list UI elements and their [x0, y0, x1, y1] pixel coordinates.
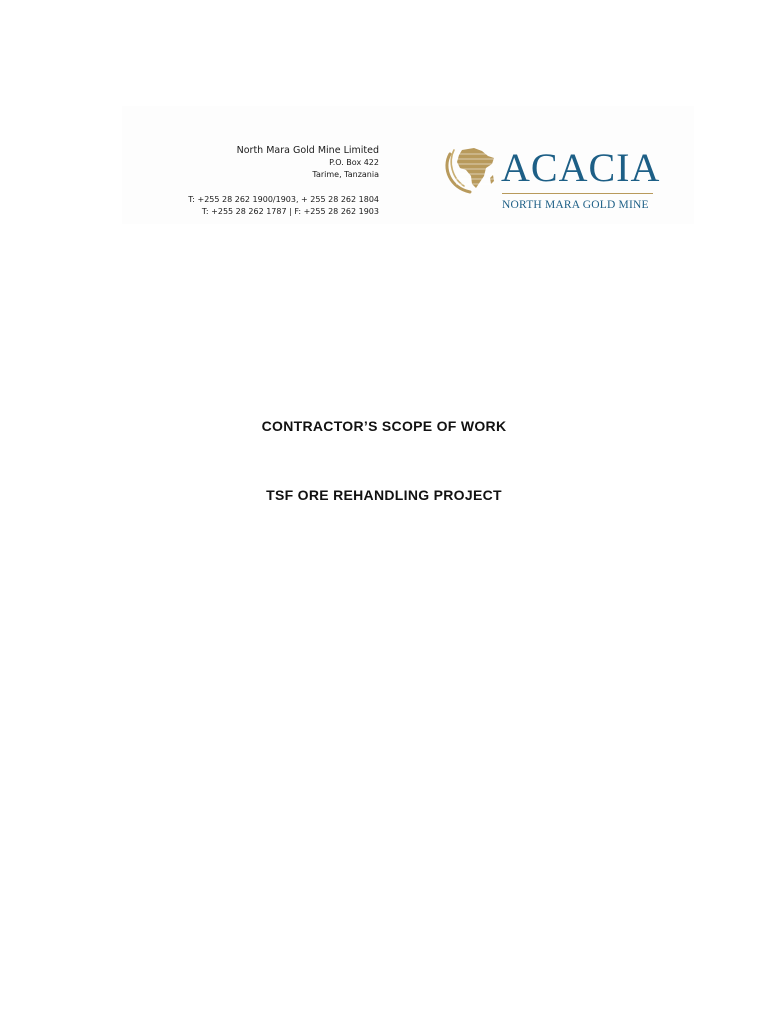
project-title: TSF ORE REHANDLING PROJECT	[266, 487, 502, 503]
company-name: North Mara Gold Mine Limited	[236, 145, 379, 156]
acacia-logo	[444, 144, 659, 218]
document-title: CONTRACTOR’S SCOPE OF WORK	[261, 418, 507, 434]
phone-line-1: T: +255 28 262 1900/1903, + 255 28 262 1804	[188, 195, 379, 204]
logo-subtitle: NORTH MARA GOLD MINE	[502, 199, 649, 211]
po-box: P.O. Box 422	[329, 158, 379, 167]
logo-divider	[502, 193, 653, 194]
spacer	[188, 180, 379, 194]
phone-line-2: T: +255 28 262 1787 | F: +255 28 262 1903	[201, 206, 379, 216]
logo-brand-text: ACACIA	[501, 145, 661, 190]
africa-globe-icon	[444, 144, 500, 196]
company-address-block	[188, 144, 379, 217]
city: Tarime, Tanzania	[312, 169, 379, 179]
